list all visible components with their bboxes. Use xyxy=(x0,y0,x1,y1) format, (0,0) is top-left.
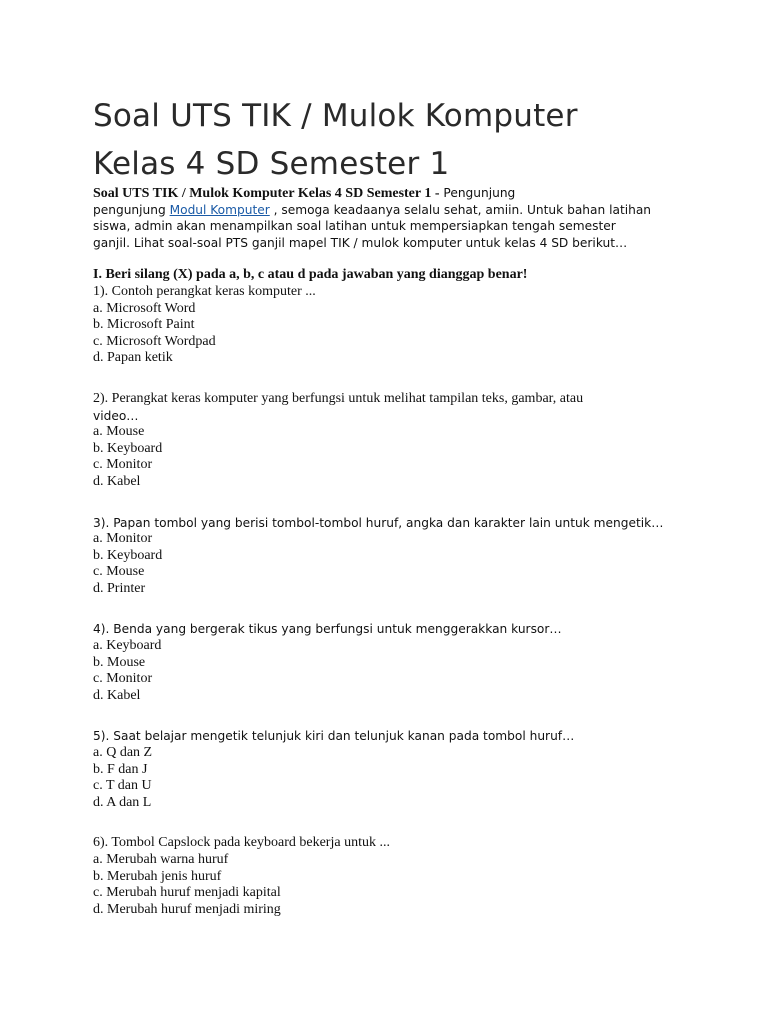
option-a: a. Keyboard xyxy=(93,638,162,654)
question-text: 2). Perangkat keras komputer yang berfungsi untuk melihat tampilan teks, gambar, atau xyxy=(93,390,584,406)
question-text: 5). Saat belajar mengetik telunjuk kiri dan telunjuk kanan pada tombol huruf… xyxy=(93,729,575,744)
question-text: 3). Papan tombol yang berisi tombol-tombol huruf, angka dan karakter lain untuk mengetik… xyxy=(93,515,664,530)
page-title-line-2: Kelas 4 SD Semester 1 xyxy=(93,146,450,182)
option-c: c. Mouse xyxy=(93,564,145,580)
option-c: c. T dan U xyxy=(93,778,152,794)
question-block xyxy=(93,515,683,598)
intro-line2-post: , semoga keadaanya selalu sehat, amiin. Untuk bahan latihan xyxy=(269,202,652,217)
option-b: b. Keyboard xyxy=(93,440,163,456)
modul-komputer-link[interactable]: Modul Komputer xyxy=(169,202,270,217)
option-b: b. Keyboard xyxy=(93,547,163,563)
option-b: b. Mouse xyxy=(93,654,146,670)
question-block xyxy=(93,284,683,367)
option-d: d. Papan ketik xyxy=(93,350,173,366)
article-body xyxy=(93,185,683,918)
option-c: c. Merubah huruf menjadi kapital xyxy=(93,885,281,901)
option-b: b. Microsoft Paint xyxy=(93,317,195,333)
option-c: c. Monitor xyxy=(93,671,153,687)
intro-line-3: siswa, admin akan menampilkan soal latihan untuk mempersiapkan tengah semester xyxy=(93,219,616,234)
intro-line-1 xyxy=(93,185,683,202)
instruction: I. Beri silang (X) pada a, b, c atau d pada jawaban yang dianggap benar! xyxy=(93,267,528,283)
option-d: d. Printer xyxy=(93,580,146,596)
intro-bold-lead: Soal UTS TIK / Mulok Komputer Kelas 4 SD Semester 1 - xyxy=(93,186,440,201)
option-a: a. Mouse xyxy=(93,424,145,440)
page-title-line-1: Soal UTS TIK / Mulok Komputer xyxy=(93,98,578,134)
question-block xyxy=(93,728,683,811)
intro-lead-rest: Pengunjung xyxy=(439,186,516,200)
option-d: d. Kabel xyxy=(93,687,141,703)
option-a: a. Merubah warna huruf xyxy=(93,852,229,867)
option-c: c. Microsoft Wordpad xyxy=(93,333,216,349)
option-d: d. Merubah huruf menjadi miring xyxy=(93,901,281,917)
question-text: 4). Benda yang bergerak tikus yang berfungsi untuk menggerakkan kursor… xyxy=(93,622,562,637)
option-d: d. A dan L xyxy=(93,794,152,810)
option-b: b. F dan J xyxy=(93,761,148,777)
option-c: c. Monitor xyxy=(93,457,153,473)
option-d: d. Kabel xyxy=(93,473,141,489)
question-text-continued: video… xyxy=(93,408,139,423)
intro-line2-pre: pengunjung xyxy=(93,202,170,217)
intro-line-2 xyxy=(93,202,683,219)
option-a: a. Q dan Z xyxy=(93,745,153,761)
option-a: a. Monitor xyxy=(93,531,153,547)
option-a: a. Microsoft Word xyxy=(93,300,196,316)
intro-line-4: ganjil. Lihat soal-soal PTS ganjil mapel TIK / mulok komputer untuk kelas 4 SD berikut… xyxy=(93,235,628,250)
question-text: 6). Tombol Capslock pada keyboard bekerja untuk ... xyxy=(93,835,390,851)
option-b: b. Merubah jenis huruf xyxy=(93,868,222,884)
question-block xyxy=(93,835,683,918)
question-block xyxy=(93,391,683,491)
question-text: 1). Contoh perangkat keras komputer ... xyxy=(93,283,316,299)
question-block xyxy=(93,621,683,704)
